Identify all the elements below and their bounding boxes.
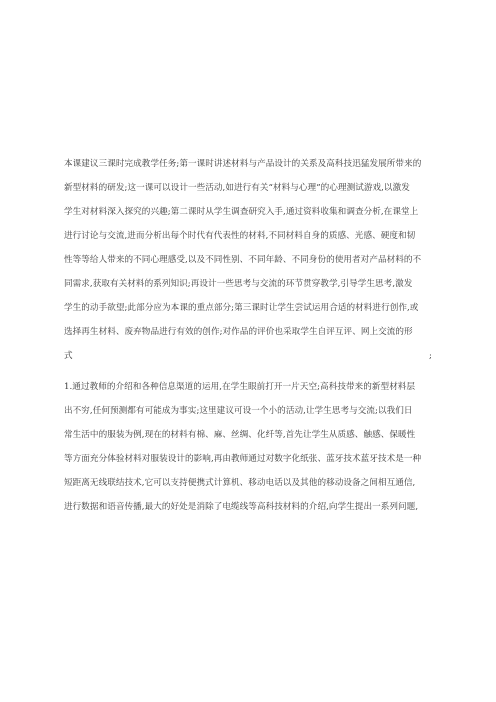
paragraph-teaching-steps [64, 375, 432, 519]
text-line: 学生对材料深入探究的兴趣;第二课时从学生调查研究入手,通过资料收集和调查分析,在课堂上 [64, 207, 419, 217]
text-line: 选择再生材料、废弃物品进行有效的创作;对作品的评价也采取学生自评互评、网上交流的形 [64, 327, 413, 337]
text-line: 出不穷,任何预测都有可能成为事实;这里建议可设一个小的活动,让学生思考与交流;以我们日 [64, 406, 413, 416]
text-line: 学生的动手欲望;此部分应为本课的重点部分;第三课时让学生尝试运用合适的材料进行创作,或 [64, 303, 419, 313]
text-line: 1.通过教师的介绍和各种信息渠道的运用,在学生眼前打开一片天空;高科技带来的新型材料层 [64, 382, 416, 392]
text-line: 本课建议三课时完成教学任务;第一课时讲述材料与产品设计的关系及高科技迅猛发展所带来的 [64, 159, 422, 169]
text-fragment: 式 [64, 351, 73, 361]
text-line: 等方面充分体验材料对服装设计的影响,再由教师通过对数字化纸张、蓝牙技术蓝牙技术是一种 [64, 454, 422, 464]
text-line: 新型材料的研发;这一课可以设计一些活动,如进行有关“材料与心理”的心理测试游戏,以激发 [64, 183, 410, 193]
text-line-last [64, 344, 432, 368]
text-line: 进行数据和语音传播,最大的好处是消除了电缆线等高科技材料的介绍,向学生提出一系列问题, [64, 502, 419, 512]
text-line: 常生活中的服装为例,现在的材料有棉、麻、丝绸、化纤等,首先让学生从质感、触感、保暖性 [64, 430, 416, 440]
text-line: 短距离无线联结技术,它可以支持便携式计算机、移动电话以及其他的移动设备之间相互通信, [64, 478, 416, 488]
text-line: 性等等给人带来的不同心理感受,以及不同性别、不同年龄、不同身份的使用者对产品材料的不 [64, 255, 422, 265]
paragraph-lesson-plan [64, 152, 432, 368]
text-line: 同需求,获取有关材料的系列知识;再设计一些思考与交流的环节贯穿教学,引导学生思考,激发 [64, 279, 413, 289]
text-fragment: ; [429, 351, 432, 361]
text-line: 进行讨论与交流,进而分析出每个时代有代表性的材料,不同材料自身的质感、光感、硬度和韧 [64, 231, 416, 241]
